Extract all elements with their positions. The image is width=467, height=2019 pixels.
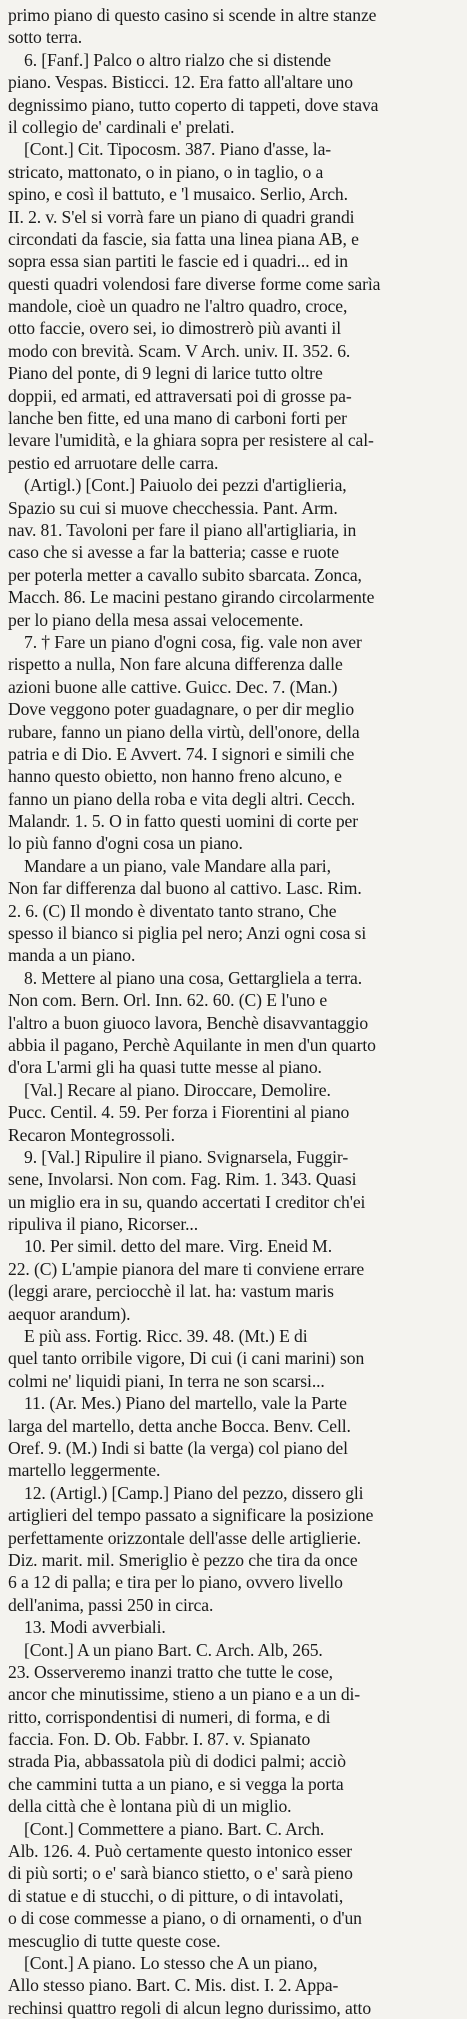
text-line: d'ora L'armi gli ha quasi tutte messe al piano.	[8, 1057, 322, 1078]
text-line: artiglieri del tempo passato a significare la posizione	[8, 1505, 374, 1526]
text-line: E più ass. Fortig. Ricc. 39. 48. (Mt.) E di	[24, 1326, 308, 1347]
text-line: mandole, cioè un quadro ne l'altro quadro, croce,	[8, 296, 348, 317]
text-line: [Val.] Recare al piano. Diroccare, Demolire.	[24, 1079, 331, 1100]
text-line: lo più fanno d'ogni cosa un piano.	[8, 833, 243, 854]
text-line: Mandare a un piano, vale Mandare alla pari,	[24, 855, 331, 876]
text-line: Oref. 9. (M.) Indi si batte (la verga) col piano del	[8, 1438, 348, 1458]
text-line: di statue e di stucchi, o di pitture, o di intavolati,	[8, 1885, 344, 1906]
text-line: perfettamente orizzontale dell'asse delle artiglierie.	[8, 1527, 361, 1548]
text-line: 6. [Fanf.] Palco o altro rialzo che si distende	[24, 49, 332, 70]
text-line: ripuliva il piano, Ricorser...	[8, 1214, 199, 1235]
text-line: colmi ne' liquidi piani, In terra ne son scarsi...	[8, 1370, 325, 1391]
text-line: questi quadri volendosi fare diverse forme come sarìa	[8, 273, 381, 294]
text-line: spino, e così il battuto, e 'l musaico. Serlio, Arch.	[8, 184, 348, 205]
text-line: Spazio su cui si muove checchessia. Pant. Arm.	[8, 497, 338, 518]
text-line: dell'anima, passi 250 in circa.	[8, 1594, 214, 1615]
text-line: 11. (Ar. Mes.) Piano del martello, vale la Parte	[24, 1393, 347, 1414]
text-line: (Artigl.) [Cont.] Paiuolo dei pezzi d'artiglieria,	[24, 475, 347, 496]
text-line: manda a un piano.	[8, 945, 136, 966]
text-line: sopra essa sian partiti le fascie ed i quadri... ed in	[8, 251, 349, 272]
text-line: ancor che minutissime, stieno a un piano e a un di-	[8, 1684, 361, 1705]
text-line: della città che è lontana più di un miglio.	[8, 1796, 292, 1817]
text-line: Malandr. 1. 5. O in fatto questi uomini di corte per	[8, 811, 359, 832]
text-line: pestio ed arruotare delle carra.	[8, 452, 219, 473]
text-line: Recaron Montegrossoli.	[8, 1124, 175, 1145]
text-line: martello leggermente.	[8, 1460, 161, 1481]
text-line: rispetto a nulla, Non fare alcuna differenza dalle	[8, 654, 343, 675]
text-line: 22. (C) L'ampie pianora del mare ti conviene errare	[8, 1258, 365, 1279]
text-line: Allo stesso piano. Bart. C. Mis. dist. I. 2. Appa-	[8, 1975, 339, 1996]
text-line: modo con brevità. Scam. V Arch. univ. II. 352. 6.	[8, 340, 351, 361]
text-line: 23. Osserveremo inanzi tratto che tutte le cose,	[8, 1661, 333, 1682]
text-line: Pucc. Centil. 4. 59. Per forza i Fiorentini al piano	[8, 1102, 350, 1123]
text-line: degnissimo piano, tutto coperto di tappeti, dove stava	[8, 94, 379, 115]
text-line: otto faccie, overo sei, io dimostrerò più avanti il	[8, 318, 341, 339]
text-line: faccia. Fon. D. Ob. Fabbr. I. 87. v. Spianato	[8, 1729, 311, 1750]
text-line: spesso il bianco si piglia pel nero; Anzi ogni cosa si	[8, 923, 367, 944]
text-line: Dove veggono poter guadagnare, o per dir meglio	[8, 699, 355, 720]
text-line: larga del martello, detta anche Bocca. Benv. Cell.	[8, 1415, 351, 1436]
text-line: piano. Vespas. Bisticci. 12. Era fatto all'altare uno	[8, 72, 353, 93]
text-line: Diz. marit. mil. Smeriglio è pezzo che tira da once	[8, 1549, 358, 1570]
text-line: ritto, corrispondentisi di numeri, di forma, e di	[8, 1706, 331, 1727]
text-line: o di cose commesse a piano, o di ornamenti, o d'un	[8, 1908, 362, 1929]
text-line: quel tanto orribile vigore, Di cui (i cani marini) son	[8, 1348, 365, 1369]
text-line: patria e di Dio. E Avvert. 74. I signori e simili che	[8, 743, 355, 764]
text-line: nav. 81. Tavoloni per fare il piano all'artigliaria, in	[8, 519, 357, 540]
text-line: Piano del ponte, di 9 legni di larice tutto oltre	[8, 363, 323, 384]
text-line: 9. [Val.] Ripulire il piano. Svignarsela, Fuggir-	[24, 1146, 349, 1167]
text-line: doppii, ed armati, ed attraversati poi di grosse pa-	[8, 385, 352, 406]
text-line: un miglio era in su, quando accertati I creditor ch'ei	[8, 1191, 366, 1212]
text-line: che cammini tutta a un piano, e si vegga la porta	[8, 1773, 344, 1794]
text-line: caso che si avesse a far la batteria; casse e ruote	[8, 542, 339, 563]
text-line: strada Pia, abbassatola più di dodici palmi; acciò	[8, 1751, 346, 1772]
text-line: Macch. 86. Le macini pestano girando circolarmente	[8, 587, 375, 608]
text-line: rechinsi quattro regoli di alcun legno durissimo, atto	[8, 1997, 372, 2018]
text-line: rubare, fanno un piano della virtù, dell'onore, della	[8, 721, 360, 742]
text-line: sene, Involarsi. Non com. Fag. Rim. 1. 343. Quasi	[8, 1169, 357, 1190]
text-line: 12. (Artigl.) [Camp.] Piano del pezzo, dissero gli	[24, 1482, 364, 1503]
text-line: Non com. Bern. Orl. Inn. 62. 60. (C) E l'uno e	[8, 990, 328, 1011]
text-line: lanche ben fitte, ed una mano di carboni forti per	[8, 408, 347, 429]
text-line: fanno un piano della roba e vita degli altri. Cecch.	[8, 788, 356, 809]
text-line: 2. 6. (C) Il mondo è diventato tanto strano, Che	[8, 900, 337, 921]
text-line: levare l'umidità, e la ghiara sopra per resistere al cal-	[8, 430, 374, 451]
text-line: II. 2. v. S'el si vorrà fare un piano di quadri grandi	[8, 206, 355, 227]
text-line: 6 a 12 di palla; e tira per lo piano, ovvero livello	[8, 1572, 343, 1593]
text-line: (leggi arare, perciocchè il lat. ha: vastum maris	[8, 1281, 334, 1302]
text-line: 8. Mettere al piano una cosa, Gettargliela a terra.	[24, 967, 362, 988]
text-line: aequor arandum).	[8, 1303, 131, 1324]
text-line: [Cont.] A un piano Bart. C. Arch. Alb, 265.	[24, 1639, 323, 1660]
text-line: 7. † Fare un piano d'ogni cosa, fig. vale non aver	[24, 631, 362, 652]
text-line: per lo piano della mesa assai velocemente.	[8, 609, 304, 630]
text-line: stricato, mattonato, o in piano, o in taglio, o a	[8, 161, 324, 182]
text-line: [Cont.] Commettere a piano. Bart. C. Arch.	[24, 1818, 325, 1839]
text-line: Alb. 126. 4. Può certamente questo intonico esser	[8, 1841, 352, 1862]
text-line: hanno questo obietto, non hanno freno alcuno, e	[8, 766, 342, 787]
text-line: abbia il pagano, Perchè Aquilante in men d'un quarto	[8, 1034, 376, 1055]
text-line: circondati da fascie, sia fatta una linea piana AB, e	[8, 228, 359, 249]
text-line: di più sorti; o e' sarà bianco stietto, o e' sarà pieno	[8, 1863, 353, 1884]
text-line: 10. Per simil. detto del mare. Virg. Eneid M.	[24, 1236, 332, 1257]
text-line: azioni buone alle cattive. Guicc. Dec. 7. (Man.)	[8, 676, 338, 697]
text-line: sotto terra.	[8, 27, 83, 48]
text-line: l'altro a buon giuoco lavora, Benchè disavvantaggio	[8, 1012, 369, 1033]
text-line: 13. Modi avverbiali.	[24, 1617, 166, 1638]
text-line: [Cont.] A piano. Lo stesso che A un piano,	[24, 1952, 318, 1973]
text-line: per poterla metter a cavallo subito sbarcata. Zonca,	[8, 564, 362, 585]
text-line: primo piano di questo casino si scende in altre stanze	[8, 5, 377, 25]
text-line: il collegio de' cardinali e' prelati.	[8, 116, 235, 137]
text-line: [Cont.] Cit. Tipocosm. 387. Piano d'asse, la-	[24, 139, 332, 160]
text-line: Non far differenza dal buono al cattivo. Lasc. Rim.	[8, 878, 362, 899]
text-line: mescuglio di tutte queste cose.	[8, 1930, 221, 1951]
